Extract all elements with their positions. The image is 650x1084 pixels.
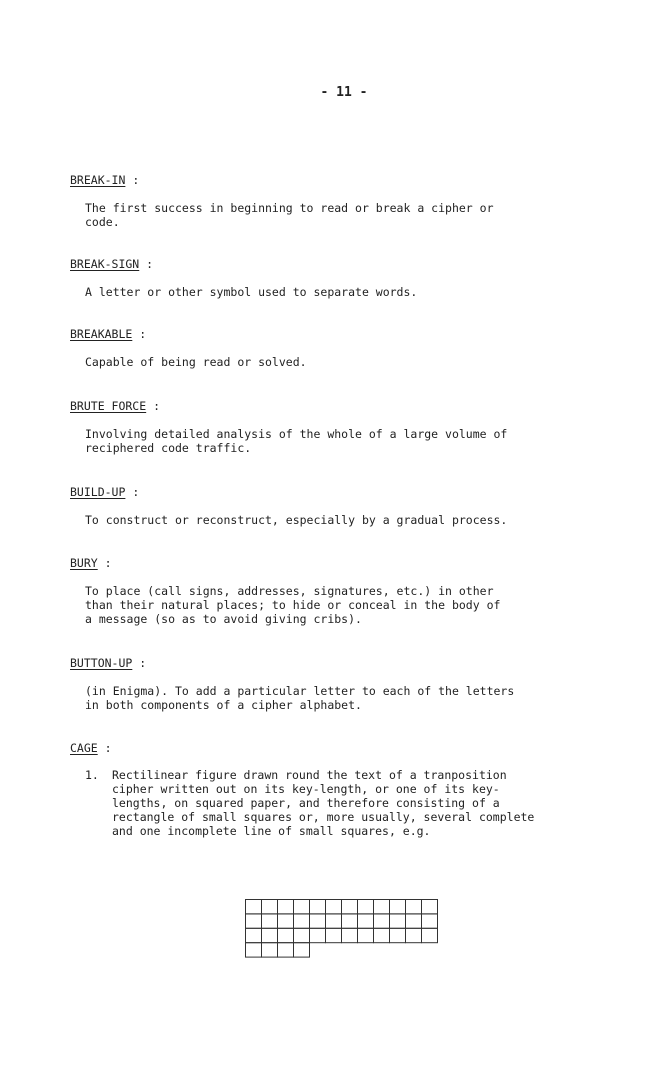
entry-definition: To place (call signs, addresses, signatures, etc.) in other than their natural places; to hide or conceal in the body of a message (so as to avoid giving cribs). <box>85 584 501 626</box>
grid-cell <box>342 914 358 928</box>
grid-cell <box>326 914 342 928</box>
glossary-entry-cage <box>70 741 630 838</box>
grid-cell <box>246 928 262 942</box>
entry-term: BUILD-UP <box>70 485 126 499</box>
grid-cell <box>262 928 278 942</box>
grid-cell <box>294 900 310 914</box>
entry-heading <box>70 327 590 341</box>
grid-cell <box>390 914 406 928</box>
entry-term: CAGE <box>70 741 98 755</box>
grid-cell <box>342 928 358 942</box>
entry-term: BREAK-SIGN <box>70 257 140 271</box>
glossary-entry-break-in <box>70 173 590 229</box>
glossary-entry-brute-force <box>70 399 590 455</box>
entry-term: BURY <box>70 556 98 570</box>
entry-colon: : <box>146 399 161 413</box>
entry-colon: : <box>132 656 147 670</box>
grid-cell <box>422 928 438 942</box>
entry-colon: : <box>139 257 154 271</box>
entry-term: BRUTE FORCE <box>70 399 147 413</box>
entry-definition: Involving detailed analysis of the whole of a large volume of reciphered code traffic. <box>85 427 508 455</box>
page-number: - 11 - <box>320 85 368 100</box>
grid-cell <box>246 914 262 928</box>
entry-term: BREAK-IN <box>70 173 126 187</box>
entry-colon: : <box>97 556 112 570</box>
entry-colon: : <box>97 741 112 755</box>
entry-definition: The first success in beginning to read or break a cipher or code. <box>85 201 494 229</box>
grid-cell <box>262 943 278 957</box>
entry-heading <box>70 399 590 413</box>
grid-cell <box>294 914 310 928</box>
grid-cell <box>246 943 262 957</box>
glossary-entry-breakable <box>70 327 590 369</box>
glossary-entry-break-sign <box>70 257 590 299</box>
grid-cell <box>246 900 262 914</box>
grid-cell <box>262 900 278 914</box>
grid-cell <box>390 900 406 914</box>
entry-definition: (in Enigma). To add a particular letter to each of the letters in both components of a cipher alphabet. <box>85 684 515 712</box>
grid-cell <box>278 943 294 957</box>
entry-colon: : <box>132 327 147 341</box>
grid-cell <box>358 914 374 928</box>
entry-heading <box>70 173 590 187</box>
entry-definition: A letter or other symbol used to separate words. <box>85 285 418 299</box>
glossary-entry-bury <box>70 556 590 626</box>
definition-text: Rectilinear figure drawn round the text of a tranposition cipher written out on its key-length, or one of its key- lengths, on squared paper, and therefore consisting of a rectangle of small squares or, more usually, several complete and one incomplete line of small squares, e.g. <box>112 768 535 838</box>
glossary-entry-button-up <box>70 656 590 712</box>
entry-heading <box>70 257 590 271</box>
grid-cell <box>390 928 406 942</box>
entry-heading <box>70 556 590 570</box>
grid-cell <box>342 900 358 914</box>
grid-cell <box>278 900 294 914</box>
grid-cell <box>262 914 278 928</box>
grid-cell <box>374 928 390 942</box>
entry-colon: : <box>125 485 140 499</box>
grid-cell <box>406 900 422 914</box>
grid-cell <box>310 928 326 942</box>
grid-cell <box>294 928 310 942</box>
grid-cell <box>374 914 390 928</box>
grid-cell <box>326 928 342 942</box>
grid-cell <box>406 914 422 928</box>
entry-heading <box>70 741 630 755</box>
entry-term: BUTTON-UP <box>70 656 133 670</box>
entry-definition: Capable of being read or solved. <box>85 355 307 369</box>
grid-cell <box>358 900 374 914</box>
entry-heading <box>70 656 590 670</box>
grid-cell <box>406 928 422 942</box>
grid-cell <box>310 914 326 928</box>
grid-cell <box>374 900 390 914</box>
grid-cell <box>422 914 438 928</box>
grid-cell <box>422 900 438 914</box>
grid-cell <box>326 900 342 914</box>
glossary-entry-build-up <box>70 485 590 527</box>
entry-definition: To construct or reconstruct, especially by a gradual process. <box>85 513 508 527</box>
grid-cell <box>358 928 374 942</box>
entry-colon: : <box>125 173 140 187</box>
grid-cell <box>278 914 294 928</box>
entry-term: BREAKABLE <box>70 327 133 341</box>
cage-grid-figure <box>245 899 441 961</box>
definition-number: 1. <box>85 768 99 782</box>
grid-cell <box>278 928 294 942</box>
grid-cell <box>294 943 310 957</box>
entry-heading <box>70 485 590 499</box>
numbered-definition <box>70 768 630 838</box>
grid-cell <box>310 900 326 914</box>
